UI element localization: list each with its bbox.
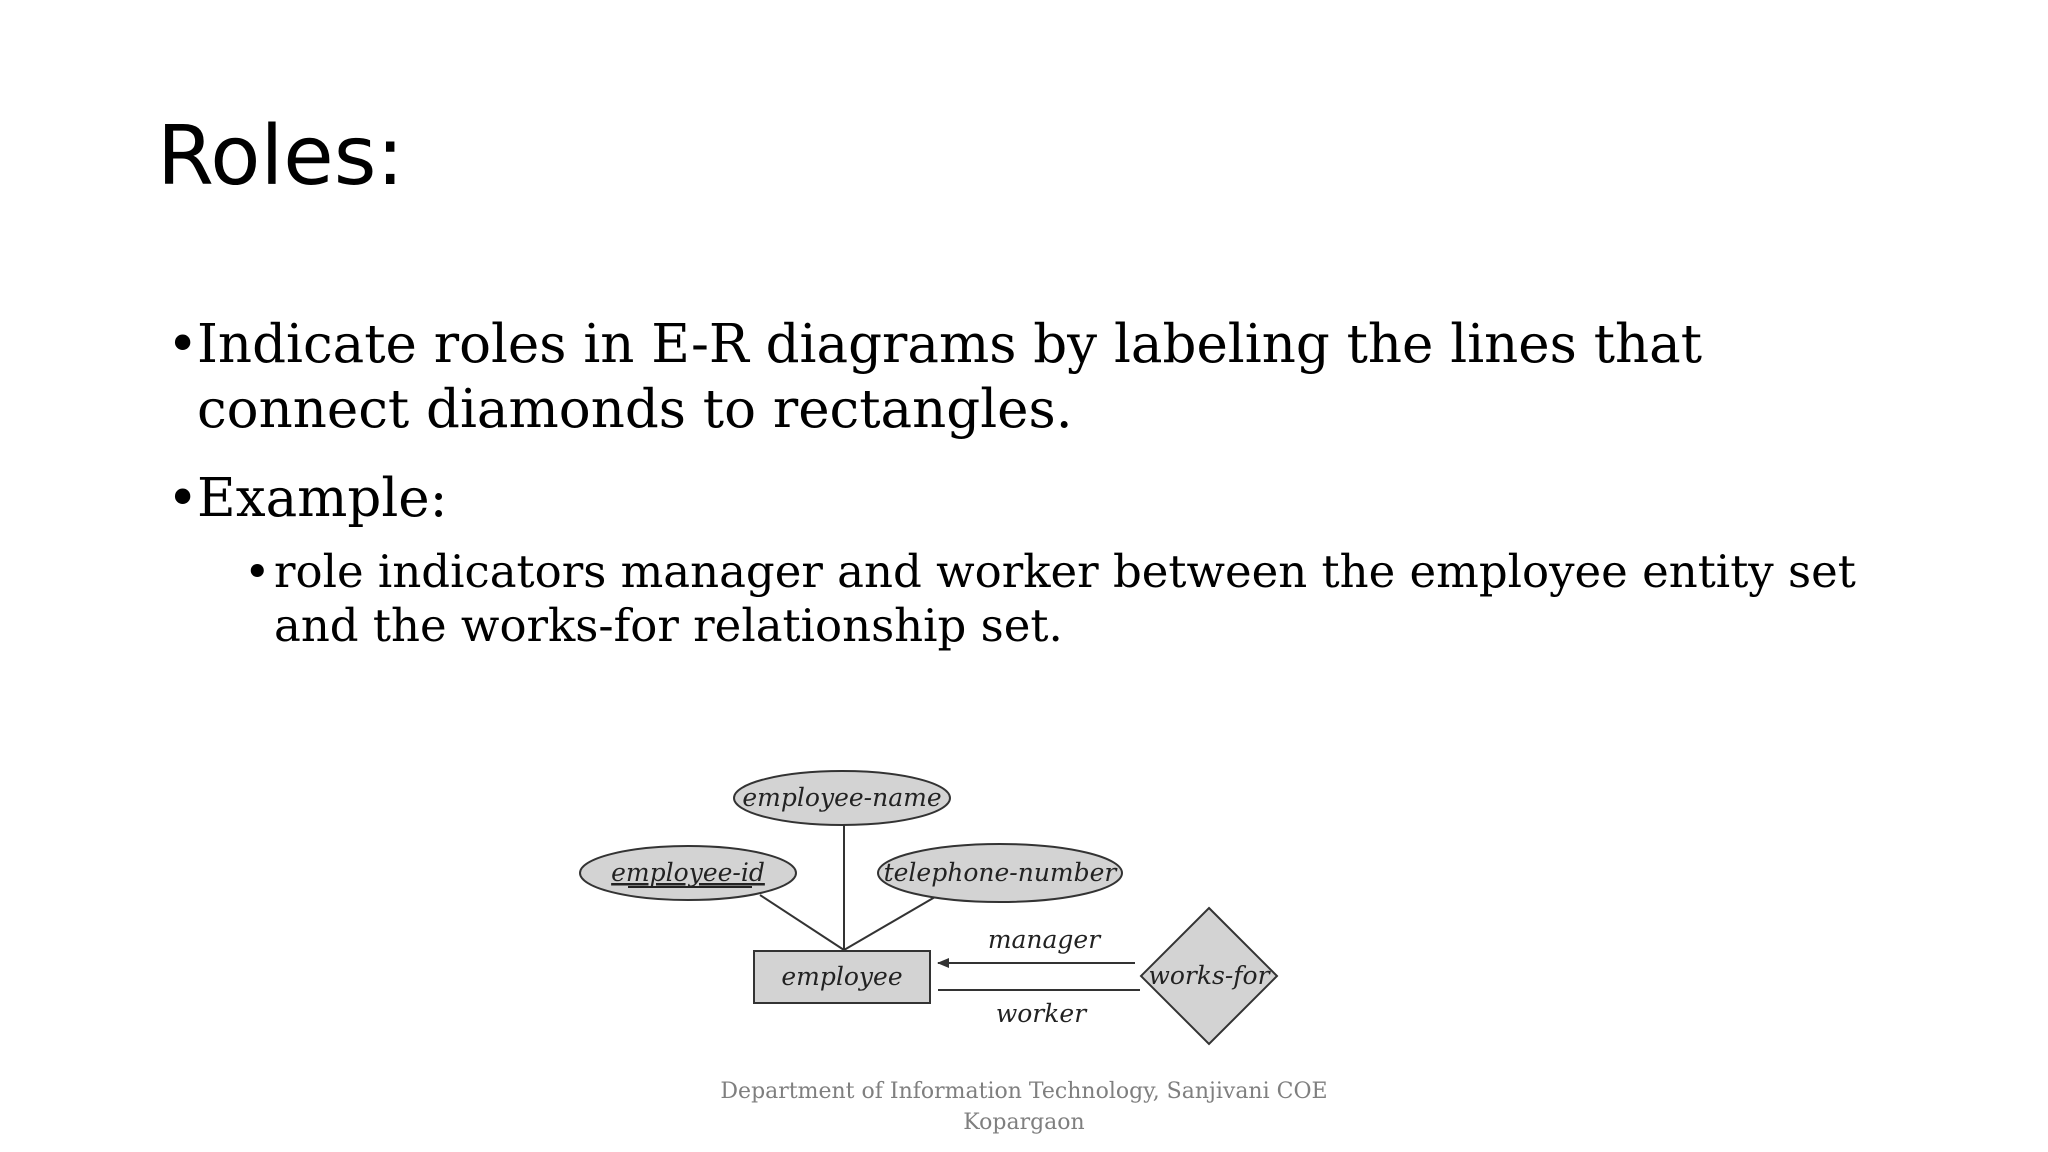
bullet-roles-indication <box>167 312 1887 442</box>
bullet-marker: • <box>244 545 271 598</box>
attribute-employee-name-label: employee-name <box>742 783 942 812</box>
slide-title: Roles: <box>157 109 405 204</box>
bullet-text: Indicate roles in E-R diagrams by labeling the lines that connect diamonds to rectangles. <box>197 314 1703 440</box>
attribute-employee-id-label: employee-id <box>611 858 765 887</box>
bullet-text: Example: <box>197 468 448 529</box>
role-worker-label: worker <box>995 999 1087 1028</box>
attribute-telephone-number-label: telephone-number <box>883 858 1117 887</box>
bullet-text: role indicators manager and worker between the employee entity set and the works-for relationship set. <box>274 545 1856 652</box>
bullet-example <box>167 466 1887 531</box>
entity-employee-label: employee <box>781 962 903 991</box>
footer-line-1: Department of Information Technology, Sanjivani COE <box>720 1079 1328 1104</box>
bullet-marker: • <box>167 314 199 375</box>
line-employee-id <box>760 895 844 950</box>
bullet-marker: • <box>167 468 199 529</box>
line-telephone-number <box>844 897 935 950</box>
sub-bullet-role-indicators <box>244 545 1904 653</box>
slide-footer <box>0 1076 2048 1138</box>
relationship-works-for-label: works-for <box>1148 961 1270 990</box>
er-diagram-svg <box>560 760 1300 1060</box>
role-manager-label: manager <box>987 925 1101 954</box>
er-diagram <box>560 760 1300 1065</box>
footer-line-2: Kopargaon <box>963 1110 1085 1135</box>
